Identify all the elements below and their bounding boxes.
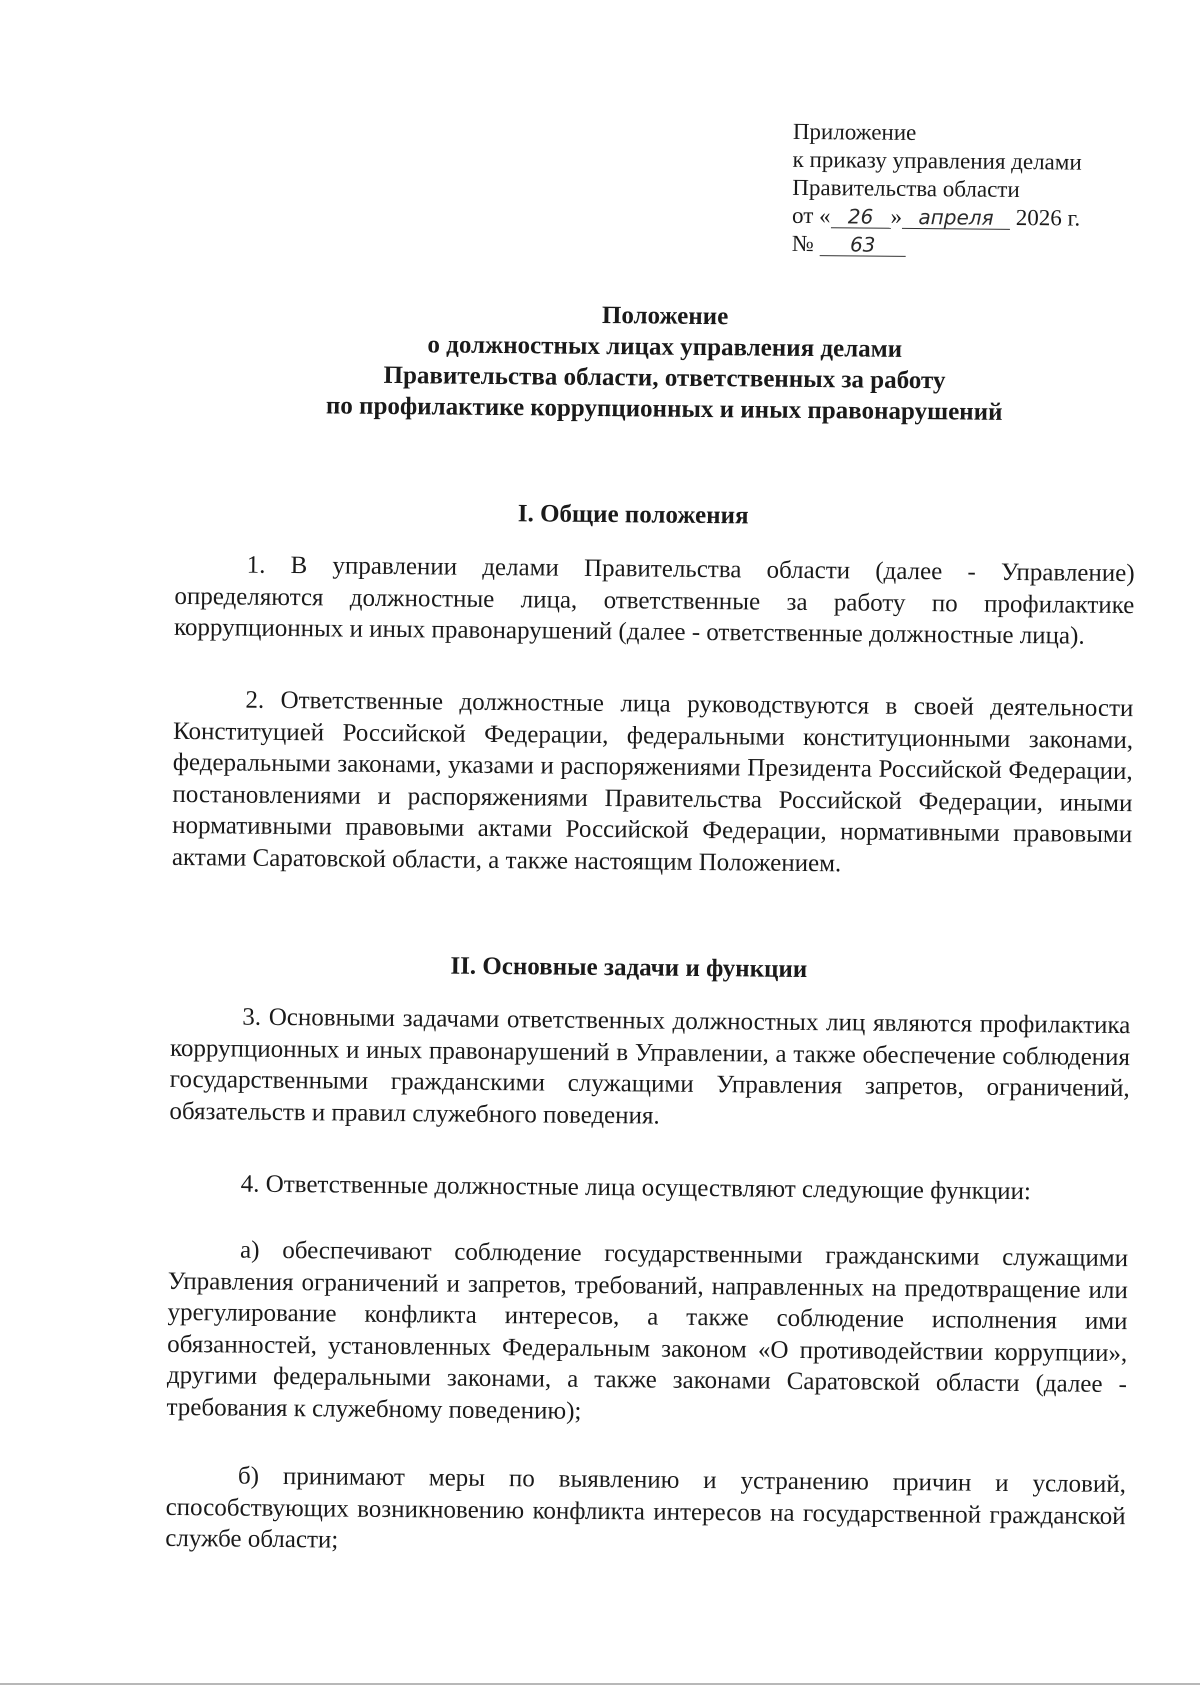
- paragraph-1: 1. В управлении делами Правительства области (далее - Управление) определяются должностные лица, ответственные за работу по профилактике коррупционных и иных правонарушений (далее - ответственные должностные лица).: [173, 551, 1135, 650]
- date-mid: »: [890, 203, 903, 229]
- document-title: [134, 296, 1195, 430]
- paragraph-3: 3. Основными задачами ответственных должностных лиц являются профилактика коррупционных и иных правонарушений в Управлении, а также обеспечение соблюдения государственными гражданскими служащими Управления запретов, ограничений, обязательств и правил служебного поведения.: [169, 1003, 1131, 1130]
- paragraph-4b: б) принимают меры по выявлению и устранению причин и условий, способствующих возникновению конфликта интересов на государственной гражданской службе области;: [165, 1462, 1127, 1554]
- title-line-2: о должностных лицах управления делами: [427, 331, 903, 363]
- appendix-number: [792, 230, 1081, 261]
- appendix-label: Приложение: [792, 118, 917, 146]
- paragraph-4: 4. Ответственные должностные лица осуществляют следующие функции:: [240, 1170, 1032, 1206]
- handwritten-day: 26: [830, 205, 890, 229]
- section-1-heading: I. Общие положения: [517, 500, 749, 530]
- scan-edge-line: [0, 1683, 1200, 1685]
- appendix-order-ref: к приказу управления делами: [792, 146, 1082, 175]
- date-year: 2026 г.: [1015, 204, 1081, 231]
- appendix-authority: Правительства области: [792, 174, 1020, 202]
- title-line-3: Правительства области, ответственных за работу: [383, 361, 946, 395]
- date-prefix: от «: [791, 202, 831, 229]
- paragraph-4a: а) обеспечивают соблюдение государственными гражданскими служащими Управления ограничений и запретов, требований, направленных на предотвращение или урегулирование конфликта интересов, а также соблюдение исполнения ими обязанностей, установленных Федеральным законом «О противодействии коррупции», другими федеральными законами, а также законами Саратовской области (далее - требования к служебному поведению);: [166, 1236, 1129, 1425]
- title-line-1: Положение: [601, 301, 729, 331]
- handwritten-number: 63: [820, 233, 906, 257]
- handwritten-month: апреля: [902, 206, 1010, 230]
- paragraph-2: 2. Ответственные должностные лица руководствуются в своей деятельности Конституцией Российской Федерации, федеральными конституционными законами, федеральными законами, указами и распоряжениями Президента Российской Федерации, постановлениями и распоряжениями Правительства Российской Федерации, иными нормативными правовыми актами Российской Федерации, нормативными правовыми актами Саратовской области, а также настоящим Положением.: [171, 686, 1134, 877]
- title-line-4: по профилактике коррупционных и иных правонарушений: [325, 392, 1003, 426]
- section-2-heading: II. Основные задачи и функции: [450, 952, 808, 983]
- appendix-header: [792, 118, 1082, 261]
- appendix-date: [792, 202, 1081, 233]
- number-prefix: №: [791, 230, 814, 257]
